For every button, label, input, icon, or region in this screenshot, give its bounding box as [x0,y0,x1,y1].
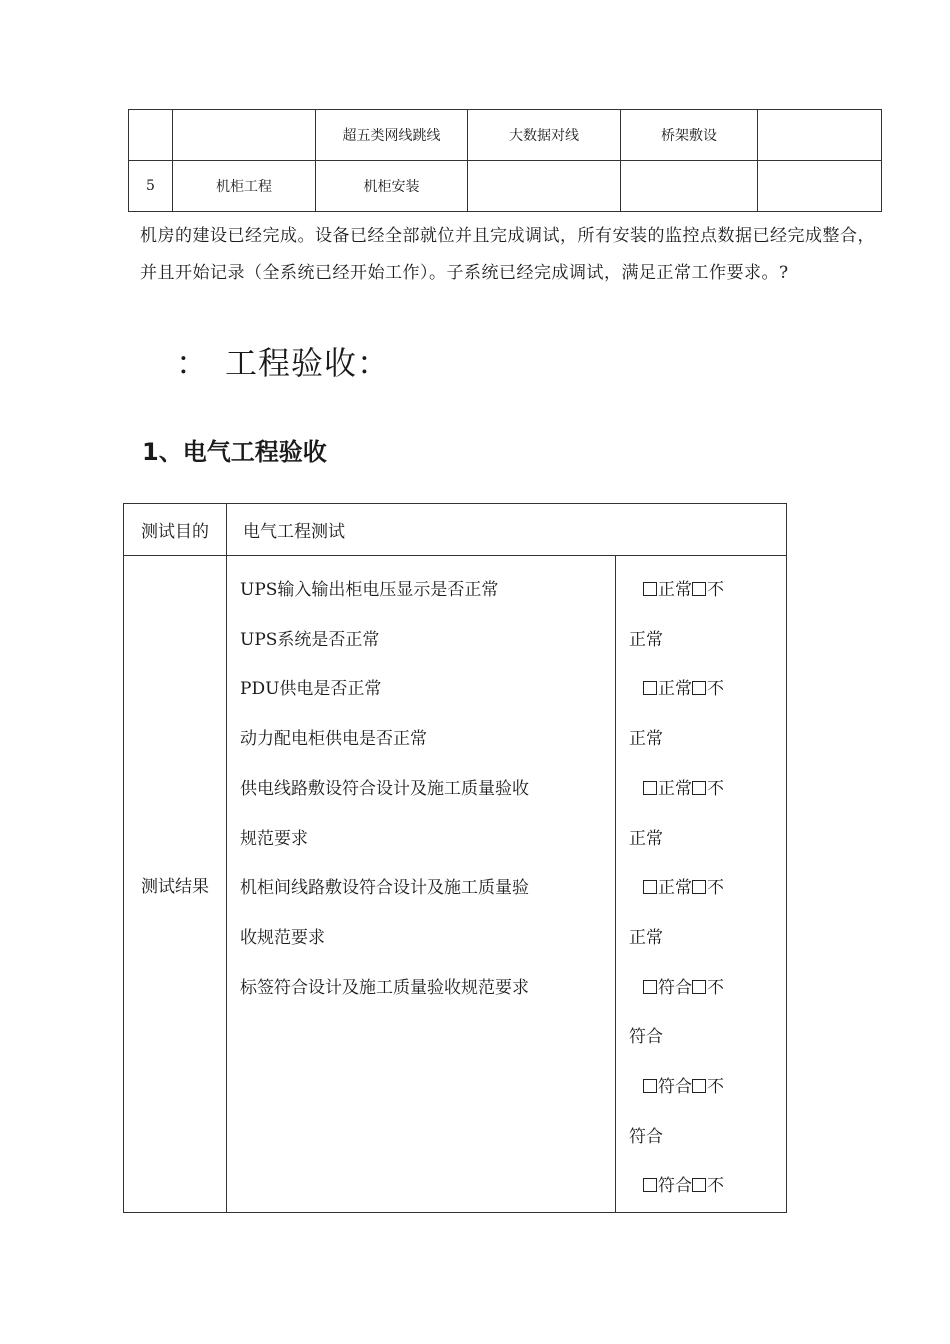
table-cell [758,161,882,212]
option-line [629,566,780,616]
check-item: UPS系统是否正常 [240,629,380,650]
option-label: 正常 [658,679,692,700]
option-line [629,765,780,815]
option-line [629,864,780,914]
option-label: 不 [707,679,724,700]
table-cell: 机柜工程 [173,161,316,212]
table-cell: 桥架敷设 [621,110,758,161]
table-cell [468,161,621,212]
check-item: PDU供电是否正常 [240,679,382,700]
checkbox-icon[interactable] [692,880,706,894]
heading-text: 工程验收： [225,344,391,382]
check-item: UPS输入输出柜电压显示是否正常 [240,580,499,600]
check-item: 机柜间线路敷设符合设计及施工质量验 [240,878,529,899]
table-cell [621,161,758,212]
purpose-value: 电气工程测试 [227,504,787,556]
checkbox-icon[interactable] [692,582,706,596]
option-tail: 正常 [629,927,663,948]
option-tail: 符合 [629,1027,663,1048]
acceptance-table [123,503,787,1213]
checkbox-icon[interactable] [692,980,706,994]
checkbox-icon[interactable] [692,781,706,795]
checkbox-icon[interactable] [643,582,657,596]
checkbox-icon[interactable] [692,1079,706,1093]
table-row [124,556,787,1213]
option-label: 正常 [658,878,692,899]
check-items [227,556,616,1213]
check-item: 标签符合设计及施工质量验收规范要求 [240,977,529,998]
option-tail: 正常 [629,828,663,849]
option-label: 正常 [658,580,692,600]
table-cell: 5 [129,161,173,212]
option-line [629,665,780,715]
top-table [128,109,882,212]
option-tail: 正常 [629,629,663,650]
option-label: 不 [707,1176,724,1197]
check-item: 供电线路敷设符合设计及施工质量验收 [240,778,529,799]
table-cell [129,110,173,161]
table-row [129,161,882,212]
option-label: 不 [707,580,724,600]
table-cell: 超五类网线跳线 [316,110,468,161]
check-options [616,556,787,1213]
checkbox-icon[interactable] [643,1079,657,1093]
option-line [629,1063,780,1113]
option-label: 不 [707,1077,724,1098]
result-label: 测试结果 [124,556,227,1213]
checkbox-icon[interactable] [643,880,657,894]
option-tail: 正常 [629,729,663,750]
purpose-label: 测试目的 [124,504,227,556]
table-cell [173,110,316,161]
option-label: 正常 [658,778,692,799]
check-item: 规范要求 [240,828,308,849]
option-label: 符合 [658,1077,692,1098]
option-tail: 符合 [629,1126,663,1147]
check-item: 收规范要求 [240,927,325,948]
checkbox-icon[interactable] [643,681,657,695]
table-cell: 大数据对线 [468,110,621,161]
table-row [129,110,882,161]
section-heading [176,338,390,384]
option-label: 符合 [658,977,692,998]
check-item: 动力配电柜供电是否正常 [240,729,427,750]
option-line [629,964,780,1014]
option-label: 不 [707,878,724,899]
body-paragraph: 机房的建设已经完成。设备已经全部就位并且完成调试，所有安装的监控点数据已经完成整合，并且开始记录（全系统已经开始工作）。子系统已经完成调试，满足正常工作要求。? [140,226,875,283]
table-cell [758,110,882,161]
subsection-heading: 1、电气工程验收 [142,438,327,466]
checkbox-icon[interactable] [643,1178,657,1192]
option-label: 不 [707,977,724,998]
table-row [124,504,787,556]
checkbox-icon[interactable] [692,1178,706,1192]
option-line [629,1162,780,1212]
heading-colon: ： [176,344,210,382]
checkbox-icon[interactable] [643,781,657,795]
checkbox-icon[interactable] [643,980,657,994]
table-cell: 机柜安装 [316,161,468,212]
option-label: 不 [707,778,724,799]
option-label: 符合 [658,1176,692,1197]
checkbox-icon[interactable] [692,681,706,695]
